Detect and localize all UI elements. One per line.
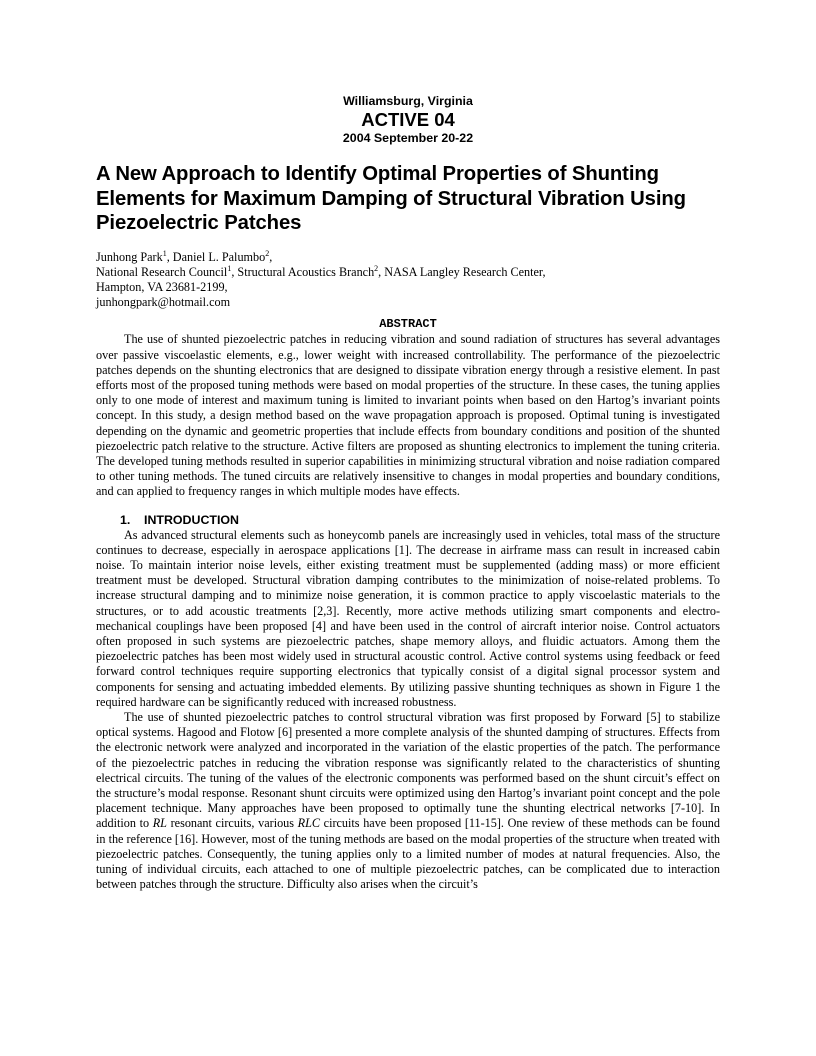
abstract-text: The use of shunted piezoelectric patches in reducing vibration and sound radiation of structures has several advantages over passive viscoelastic elements, e.g., lower weight with increased controllability. The performance of the piezoelectric patches depends on the shunting electronics that are designed to dissipate vibration energy through a resistive element. In past efforts most of the proposed tuning methods were based on modal properties of the structure. In these cases, the tuning applies only to one mode of interest and maximum tuning is limited to invariant points when based on den Hartog’s invariant points concept. In this study, a design method based on the wave propagation approach is proposed. Optimal tuning is investigated depending on the dynamic and geometric properties that include effects from boundary conditions and position of the shunted piezoelectric patch relative to the structure. Active filters are proposed as shunting electronics to implement the tuning criteria. The developed tuning methods resulted in superior capabilities in minimizing structural vibration and noise radiation compared to other tuning methods. The tuned circuits are relatively insensitive to changes in modal properties and boundary conditions, and can applied to frequency ranges in which multiple modes have effects.	[96, 332, 720, 499]
author-block	[96, 250, 720, 311]
author-affiliations: National Research Council$^1$, Structural Acoustics Branch$^2$, NASA Langley Research Center,	[96, 263, 546, 279]
abstract-heading: ABSTRACT	[379, 317, 437, 332]
paper-page	[96, 94, 720, 892]
section-number: 1.	[120, 512, 131, 527]
author-email: junhongpark@hotmail.com	[96, 295, 231, 310]
author-names: Junhong Park$^1$, Daniel L. Palumbo$^2$,	[96, 248, 273, 264]
intro-paragraph-2: The use of shunted piezoelectric patches to control structural vibration was first proposed by Forward [5] to stabilize optical systems. Hagood and Flotow [6] presented a more complete analysis of the shunted damping of structures. Effects from the electronic network were analyzed and incorporated in the variation of the elastic properties of the patch. The performance of the piezoelectric patches in reducing the vibration response was significantly related to the characteristics of shunting electrical circuits. The tuning of the values of the electronic components was performed based on the shunt circuit’s effect on the structure’s modal response. Resonant shunt circuits were optimized using den Hartog’s invariant point concept and the pole placement technique. Many approaches have been proposed to optimally tune the shunting electrical networks [7-10]. In addition to RL resonant circuits, various RLC circuits have been proposed [11-15]. One review of these methods can be found in the reference [16]. However, most of the tuning methods are based on the modal properties of the structure when treated with piezoelectric patches. Consequently, the tuning applies only to a limited number of modes at natural frequencies. Also, the tuning of individual circuits, each attached to one of multiple piezoelectric patches, can be complicated due to interaction between patches through the structure. Difficulty also arises when the circuit’s	[96, 709, 720, 892]
paper-title: A New Approach to Identify Optimal Properties of Shunting Elements for Maximum Damping of Structural Vibration Using Piezoelectric Patches	[96, 163, 686, 234]
conference-location: Williamsburg, Virginia	[343, 94, 473, 108]
conference-date: 2004 September 20-22	[342, 131, 474, 145]
conference-name: ACTIVE 04	[361, 109, 455, 130]
author-address: Hampton, VA 23681-2199,	[96, 279, 228, 294]
conference-header	[96, 94, 720, 146]
section-heading-introduction	[96, 513, 720, 528]
section-title: INTRODUCTION	[144, 512, 239, 527]
intro-paragraph-1: As advanced structural elements such as honeycomb panels are increasingly used in vehicles, total mass of the structure continues to decrease, especially in aerospace applications [1]. The decrease in airframe mass can result in increased cabin noise. To maintain interior noise levels, either existing treatment must be supplemented (adding mass) or more efficient treatment must be developed. Structural vibration damping contributes to the minimization of noise-related problems. To increase structural damping and to minimize noise generation, it is common practice to apply viscoelastic materials to the structures, or to add acoustic treatments [2,3]. Recently, more active methods utilizing smart components and electro-mechanical couplings have been proposed [4] and have been used in the control of aircraft interior noise. Control actuators often proposed in such systems are piezoelectric patches, shape memory alloys, and fluidic actuators. Among them the piezoelectric patches has been most widely used in structural acoustic control. Active control systems using feedback or feed forward control techniques require supporting electronics that typically consist of a digital signal processor system and components for sensing and actuating imbedded elements. By utilizing passive shunting techniques as shown in Figure 1 the required hardware can be significantly reduced with increased robustness.	[96, 527, 720, 709]
